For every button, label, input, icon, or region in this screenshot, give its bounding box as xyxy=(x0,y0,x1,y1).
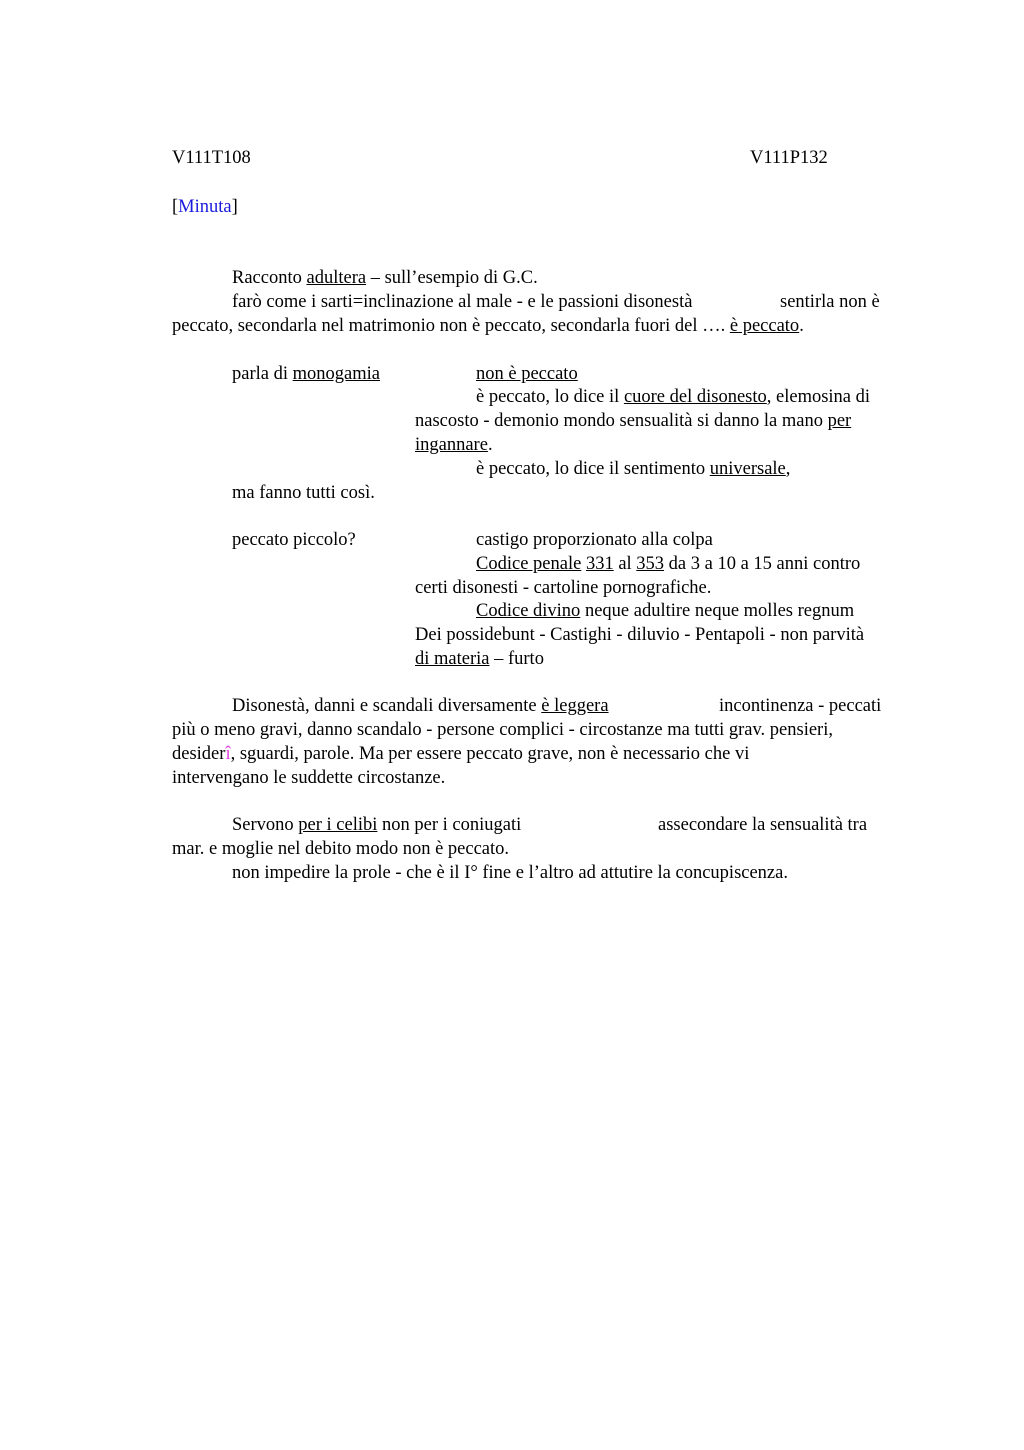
para3-line2: più o meno gravi, danno scandalo - persone complici - circostanze ma tutti grav. pensieri, xyxy=(172,720,833,740)
text-span: non per i coniugati xyxy=(377,815,522,835)
monogamia-r2 xyxy=(476,385,870,409)
text-span: da 3 a 10 a 15 anni contro xyxy=(664,554,861,574)
text-span: – furto xyxy=(489,649,544,669)
highlighted-char: î xyxy=(225,744,231,764)
monogamia-r3 xyxy=(415,409,851,433)
monogamia-left xyxy=(232,362,380,386)
text-span: desider xyxy=(172,744,226,764)
piccolo-r4 xyxy=(476,599,854,623)
monogamia-r5 xyxy=(476,457,790,481)
bracket-open: [ xyxy=(172,197,179,217)
para3-line1-right: incontinenza - peccati xyxy=(719,696,882,716)
underlined-text: non è peccato xyxy=(476,364,578,384)
text-span: nascosto - demonio mondo sensualità si danno la mano xyxy=(415,411,828,431)
text-span: , xyxy=(785,459,791,479)
minuta-text: Minuta xyxy=(178,197,232,217)
para1-line2-right: sentirla non è xyxy=(780,292,880,312)
para4-line1 xyxy=(232,813,521,837)
underlined-text: universale xyxy=(709,459,786,479)
underlined-text: 353 xyxy=(636,554,665,574)
text-span: peccato, secondarla nel matrimonio non è peccato, secondarla fuori del …. xyxy=(172,316,730,336)
para1-line2: farò come i sarti=inclinazione al male - e le passioni disonestà xyxy=(232,292,693,312)
text-span: al xyxy=(613,554,637,574)
para1-line1 xyxy=(232,266,538,290)
para3-line1 xyxy=(232,694,609,718)
document-code-left: V111T108 xyxy=(172,148,251,168)
para4-line2: mar. e moglie nel debito modo non è peccato. xyxy=(172,839,510,859)
monogamia-left-end: ma fanno tutti così. xyxy=(232,483,375,503)
underlined-text: ingannare xyxy=(415,435,488,455)
underlined-text: 331 xyxy=(585,554,614,574)
text-span: Disonestà, danni e scandali diversamente xyxy=(232,696,542,716)
underlined-text: adultera xyxy=(306,268,367,288)
text-span: – sull’esempio di G.C. xyxy=(366,268,538,288)
document-code-right: V111P132 xyxy=(750,148,828,168)
piccolo-r6 xyxy=(415,647,544,671)
text-span: Racconto xyxy=(232,268,307,288)
text-span: . xyxy=(487,435,493,455)
text-span: è peccato, lo dice il xyxy=(476,387,624,407)
piccolo-r2 xyxy=(476,552,860,576)
text-span: Servono xyxy=(232,815,299,835)
monogamia-r1 xyxy=(476,362,578,386)
piccolo-left: peccato piccolo? xyxy=(232,530,356,550)
underlined-text: Codice penale xyxy=(476,554,582,574)
para3-line3 xyxy=(172,742,749,766)
underlined-text: per i celibi xyxy=(298,815,378,835)
text-span: parla di xyxy=(232,364,293,384)
underlined-text: cuore del disonesto xyxy=(623,387,767,407)
text-span: , elemosina di xyxy=(766,387,871,407)
text-span: neque adultire neque molles regnum xyxy=(580,601,855,621)
text-span: . xyxy=(799,316,804,336)
para4-line1-right: assecondare la sensualità tra xyxy=(658,815,868,835)
monogamia-r4 xyxy=(415,433,493,457)
piccolo-r3: certi disonesti - cartoline pornografiche. xyxy=(415,578,712,598)
underlined-text: Codice divino xyxy=(476,601,581,621)
piccolo-r1: castigo proporzionato alla colpa xyxy=(476,530,713,550)
underlined-text: è leggera xyxy=(541,696,609,716)
para4-line3: non impedire la prole - che è il I° fine e l’altro ad attutire la concupiscenza. xyxy=(232,863,788,883)
text-span: , sguardi, parole. Ma per essere peccato grave, non è necessario che vi xyxy=(230,744,750,764)
para1-line3 xyxy=(172,314,804,338)
underlined-text: per xyxy=(827,411,852,431)
piccolo-r5: Dei possidebunt - Castighi - diluvio - Pentapoli - non parvità xyxy=(415,625,865,645)
para3-line4: intervengano le suddette circostanze. xyxy=(172,768,446,788)
underlined-text: di materia xyxy=(415,649,490,669)
text-span: è peccato, lo dice il sentimento xyxy=(476,459,710,479)
underlined-text: è peccato xyxy=(729,316,800,336)
bracket-close: ] xyxy=(231,197,238,217)
minuta-label xyxy=(172,195,238,219)
underlined-text: monogamia xyxy=(292,364,380,384)
